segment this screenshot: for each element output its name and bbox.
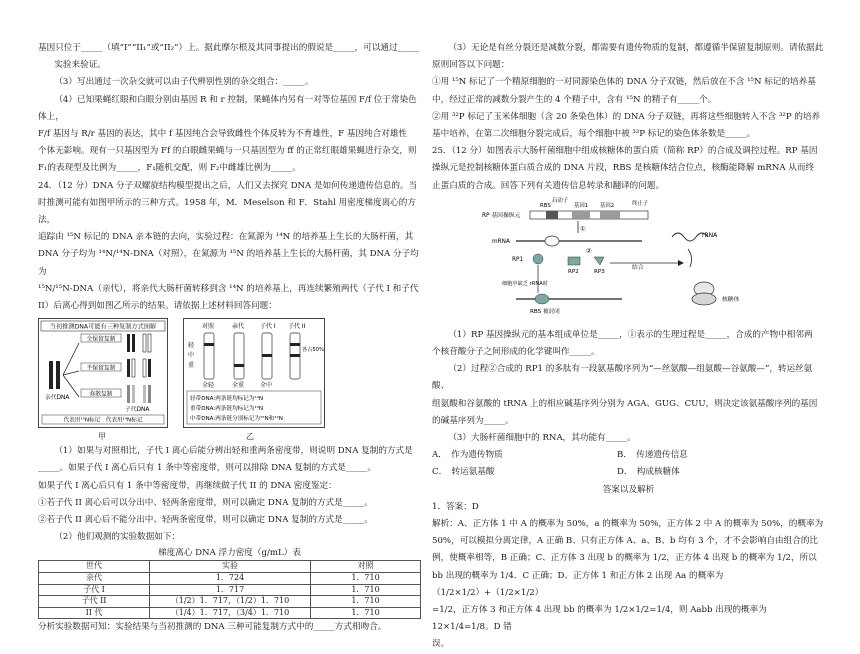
text-line: II）后离心得到如图乙所示的结果。请依据上述材料回答问题：	[38, 301, 277, 312]
density-table	[38, 560, 421, 619]
figure-captions	[38, 432, 421, 442]
text-line: 基中培养，在第二次细胞分裂完成后，每个细胞中被 ³²P 标记的染色体条数是_____。	[432, 129, 756, 140]
text-line: （4）已知果蝇红眼和白眼分别由基因 R 和 r 控制，果蝇体内另有一对等位基因 F/f 位于常染色体上，	[38, 94, 417, 122]
rp-regulation-figure	[482, 197, 772, 325]
text-line: bb 出现的概率为 1/4．C 正确；D、正方体 1 和正方体 2 出现 Aa 的概率为（1/2×1/2）+（1/2×1/2）	[432, 570, 724, 598]
text-line: 解析：A、正方体 1 中 A 的概率为 50%，a 的概率为 50%，正方体 2 中 A 的概率为 50%，的概率为	[432, 519, 824, 530]
col-label: 对照	[202, 323, 215, 331]
table-cell: （1/2）1．717，（1/2）1．710	[150, 596, 311, 608]
half-label: 各占50%	[302, 347, 324, 354]
legend-line: 重带DNA:两条链均标记为¹⁵N	[190, 406, 264, 413]
model-label-dispersive: 弥散复制	[89, 391, 113, 398]
text-line: （3）大肠杆菌细胞中的 RNA，其功能有_____。	[448, 433, 636, 444]
replication-models-figure	[38, 318, 168, 428]
text-line: DNA 分子均为 ¹⁴N/¹⁴N-DNA（对照），在氮源为 ¹⁵N 的培养基上生长的大肠杆菌，其 DNA 分子均为	[38, 249, 419, 277]
child-dna-label: 子代DNA	[125, 407, 150, 414]
text-line: ¹⁵N/¹⁵N-DNA（亲代），将亲代大肠杆菌转移到含 ¹⁴N 的培养基上，再连续繁殖两代（子代 I 和子代	[38, 283, 419, 294]
text-line: 如果子代 I 离心后只有 1 条中等密度带，再继续做子代 II 的 DNA 密度鉴定：	[38, 480, 337, 491]
table-cell: 子代 I	[39, 584, 150, 596]
table-cell: II 代	[39, 607, 150, 619]
promoter-label: 启动子	[552, 197, 569, 204]
table-cell: 1．724	[150, 573, 311, 585]
text-line: 分析实验数据可知：实验结果与当初推测的 DNA 三种可能复制方式中的_____方式相吻合。	[38, 622, 387, 633]
options-grid	[432, 447, 825, 481]
text-line: ②用 ³²P 标记了玉米体细胞（含 20 条染色体）的 DNA 分子双链，再将这些细胞转入不含 ³²P 的培养	[432, 111, 821, 122]
rp2-label: RP2	[568, 268, 579, 275]
process-2-marker: ②	[586, 246, 592, 255]
col-label: 亲代	[232, 323, 245, 331]
row-label: 重	[188, 362, 195, 370]
text-line: ①用 ¹⁵N 标记了一个精原细胞的一对同源染色体的 DNA 分子双链，然后放在不含 ¹⁵N 标记的培养基	[432, 77, 816, 88]
table-cell: 1．717	[150, 584, 311, 596]
figures-row	[38, 318, 421, 430]
caption-yi: 乙	[246, 432, 254, 442]
answers-heading: 答案以及解析	[602, 484, 655, 495]
table-cell: 1．710	[311, 607, 421, 619]
table-cell: 子代 II	[39, 596, 150, 608]
text-line: （3）写出通过一次杂交就可以由子代辨别性别的杂交组合：_____。	[54, 77, 314, 88]
col-label: 子代 II	[288, 323, 306, 331]
bottom-label: 全轻	[202, 382, 215, 390]
text-line: （2）他们观测的实验数据如下：	[54, 532, 181, 543]
text-line: 中，经过正常的减数分裂产生的 4 个精子中，含有 ¹⁵N 的精子有_____个。	[432, 94, 717, 105]
text-line: 50%，可以模拟分离定律，A 正确 B、只有正方体 A、a、B、b 均有 3 个，才不会影响自由组合的比	[432, 536, 819, 547]
text-line: 个核苷酸分子之间形成的化学键叫作_____。	[432, 347, 600, 358]
table-header: 世代	[39, 561, 150, 573]
legend-line: 轻带DNA:两条链均标记为¹⁴N	[190, 396, 264, 403]
text-line: （1）RP 基因操纵元的基本组成单位是_____，①表示的生理过程是_____，合成的产物中相邻两	[448, 329, 813, 340]
col-label: 子代 I	[260, 323, 276, 331]
question-24: 24．（12 分）DNA 分子双螺旋结构模型提出之后，人们又去探究 DNA 是如何传递遗传信息的。当	[38, 180, 418, 191]
parent-dna-label: 亲代DNA	[45, 395, 70, 402]
option-c: C． 转运氨基酸	[432, 467, 495, 478]
table-cell: 亲代	[39, 573, 150, 585]
lack-rrna-label: 细胞中缺乏 rRNA时	[502, 280, 548, 287]
table-header: 对照	[311, 561, 421, 573]
text-line: 组氨酸和谷氨酸的 tRNA 上的相应碱基序列分别为 AGA、GUG、CUU，则决定该氨基酸序列的基因	[432, 398, 818, 409]
table-title: 梯度离心 DNA 浮力密度（g/mL）表	[158, 548, 301, 559]
table-cell: 1．710	[311, 584, 421, 596]
text-line: 个体无影响。现有一只基因型为 Ff 的白眼雌果蝇与一只基因型为 ff 的正常红眼雄果蝇进行杂交，则	[38, 146, 417, 157]
option-d: D． 构成核糖体	[617, 467, 680, 478]
centrifuge-results-diagram	[184, 319, 324, 427]
rp-regulation-diagram	[482, 197, 772, 325]
centrifuge-results-figure	[183, 318, 325, 428]
text-line: 例，使概率相等，B 正确；C、正方体 3 出现 b 的概率为 1/2，正方体 4 出现 b 的概率为 1/2，所以	[432, 553, 817, 564]
rp3-label: RP3	[594, 268, 605, 275]
text-line: F₁的表现型及比例为_____，F₁随机交配，则 F₂中雌雄比例为_____。	[38, 163, 301, 174]
legend-line: 中带DNA:两条链分别标记为¹⁵N和¹⁴N	[190, 416, 283, 423]
caption-jia: 甲	[98, 432, 106, 442]
rbs-label: RBS	[540, 202, 551, 209]
text-line: 的碱基序列为_____。	[432, 415, 514, 426]
table-header-row	[39, 561, 421, 573]
row-label: 中	[188, 352, 195, 360]
mrna-label: mRNA	[492, 238, 510, 245]
table-row	[39, 584, 421, 596]
rrna-label: rRNA	[702, 231, 718, 239]
option-b: B． 传递遗传信息	[617, 450, 688, 461]
ribosome-label: 核糖体	[722, 296, 740, 303]
operon-label: RP 基因操纵元	[482, 212, 521, 219]
table-row	[39, 573, 421, 585]
gene2-label: 基因2	[600, 202, 615, 209]
text-line: （1）如果与对照相比，子代 I 离心后能分辨出轻和重两条密度带，则说明 DNA 复制的方式是	[54, 446, 413, 457]
table-row	[39, 596, 421, 608]
rbs-blocked-label: RBS 被封闭	[530, 308, 560, 315]
bottom-label: 全中	[260, 382, 273, 390]
right-column	[432, 40, 825, 654]
text-line: 追踪由 ¹⁵N 标记的 DNA 亲本链的去向，实验过程：在氮源为 ¹⁴N 的培养基上生长的大肠杆菌，其	[38, 232, 414, 243]
rp1-label: RP1	[512, 256, 524, 263]
text-line: _____。如果子代 I 离心后只有 1 条中等密度带，则可以排除 DNA 复制的方式是_____。	[38, 463, 377, 474]
left-column	[38, 40, 421, 637]
bottom-label: 全重	[232, 382, 245, 390]
gene1-label: 基因1	[574, 202, 589, 209]
figure-legend: 代表用¹⁵N标记 代表用¹⁴N标记	[63, 417, 143, 424]
text-line: 止蛋白质的合成。回答下列有关遗传信息转录和翻译的问题。	[432, 180, 665, 191]
table-header: 实验	[150, 561, 311, 573]
table-row	[39, 607, 421, 619]
text-line: （3）无论是有丝分裂还是减数分裂，都需要有遗传物质的复制，都遵循半保留复制原则。请依据此	[448, 43, 824, 53]
text-line: （2）过程②合成的 RP1 的多肽有一段氨基酸序列为“—丝氨酸—组氨酸—谷氨酸—”，转运丝氨酸、	[432, 364, 813, 392]
process-1-marker: ①	[580, 224, 586, 233]
terminator-label: 终止子	[632, 200, 649, 207]
replication-models-diagram	[39, 319, 167, 427]
model-label-conservative: 全保留复制	[86, 336, 116, 343]
table-cell: 1．710	[311, 596, 421, 608]
combine-label: 结合	[632, 264, 644, 271]
option-a: A． 作为遗传物质	[432, 450, 503, 461]
text-line: 基因只位于_____（填“I”“II₁”或“II₂”）上。据此摩尔根及其同事提出的假说是_____，可以通过_____	[38, 43, 420, 53]
question-25: 25．（12 分）如图表示大肠杆菌细胞中组成核糖体的蛋白质（简称 RP）的合成及调控过程。RP 基因	[432, 146, 818, 157]
text-line: 原则回答以下问题：	[432, 60, 510, 71]
table-cell: （1/4）1．717，（3/4）1．710	[150, 607, 311, 619]
text-line: 时推测可能有如图甲所示的三种方式。1958 年，M．Meselson 和 F．Stahl 用密度梯度离心的方法，	[38, 197, 416, 226]
text-line: 操纵元是控制核糖体蛋白质合成的 DNA 片段，RBS 是核糖体结合位点，核酶能降解 mRNA 从而终	[432, 163, 815, 174]
row-label: 轻	[188, 342, 195, 350]
text-line: ②若子代 II 离心后不能分出中、轻两条密度带，则可以确定 DNA 复制的方式是_____。	[38, 515, 373, 526]
text-line: ①若子代 II 离心后可以分出中、轻两条密度带，则可以确定 DNA 复制的方式是_____。	[38, 497, 373, 508]
table-cell: 1．710	[311, 573, 421, 585]
model-label-semiconservative: 半保留复制	[86, 365, 116, 372]
text-line: F/f 基因与 R/r 基因的表达，其中 f 基因纯合会导致雌性个体反转为不育雄性，F 基因纯合对雄性	[38, 129, 408, 140]
text-line: 误。	[432, 639, 450, 650]
answer-line: 1．答案：D	[432, 501, 479, 512]
text-line: 实验来验证。	[54, 60, 106, 71]
text-line: =1/2，正方体 3 和正方体 4 出现 bb 的概率为 1/2×1/2=1/4，则 Aabb 出现的概率为 12×1/4=1/8。D 错	[432, 605, 767, 633]
figure-title: 当初推测DNA可能有三种复制方式图解	[49, 323, 157, 331]
